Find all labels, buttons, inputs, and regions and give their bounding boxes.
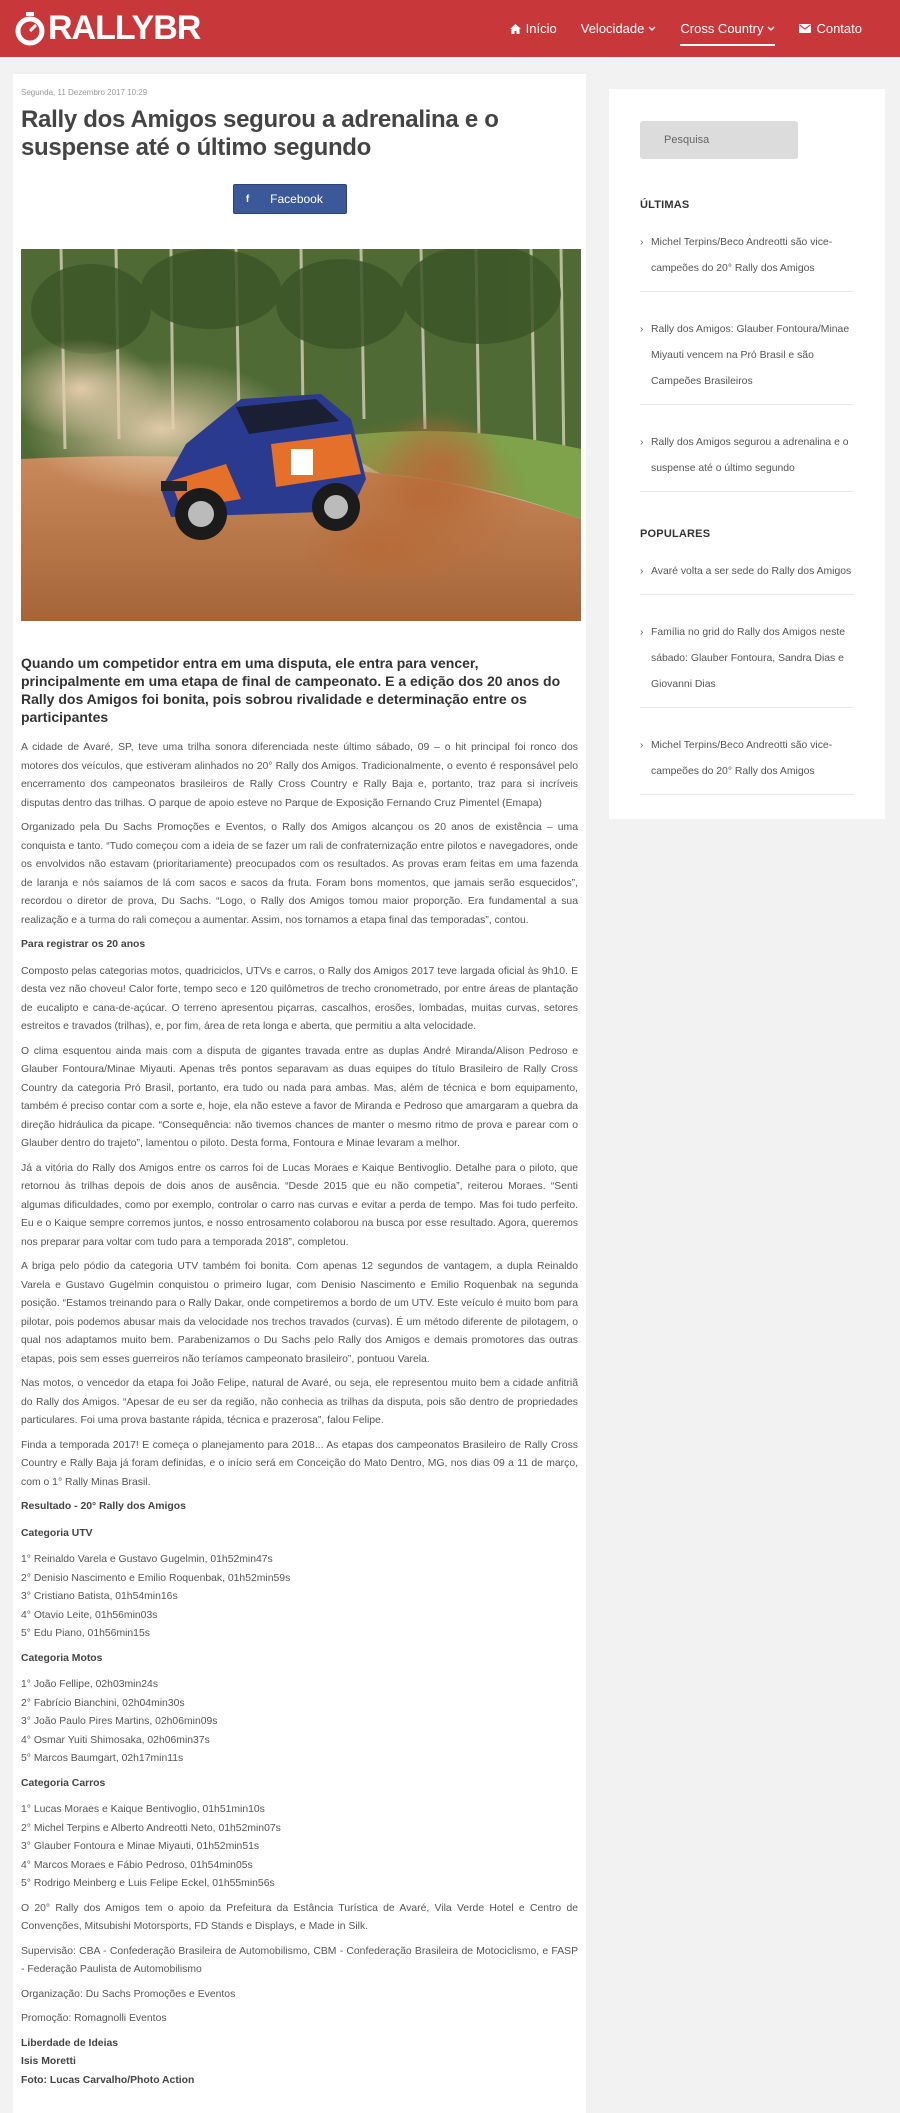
nav-cross-country-label: Cross Country bbox=[680, 21, 764, 36]
result-row: 5° Rodrigo Meinberg e Luis Felipe Eckel, 01h55min56s bbox=[21, 1878, 275, 1889]
share-bar bbox=[21, 184, 578, 216]
chevron-right-icon: › bbox=[640, 627, 644, 638]
result-row: 5° Marcos Baumgart, 02h17min11s bbox=[21, 1753, 184, 1764]
article-paragraph: Supervisão: CBA - Confederação Brasileira de Automobilismo, CBM - Confederação Brasileira de Motociclismo, e FASP - Federação Paulista de Automobilismo bbox=[21, 1945, 578, 1975]
article-paragraph: Organizado pela Du Sachs Promoções e Eventos, o Rally dos Amigos alcançou os 20 anos de existência – uma conquista e tanto. “Tudo começou com a ideia de se fazer um rali de confraternização entre pilotos e navegadores, onde os envolvidos não estavam (prioritariamente) preocupados com os resultados. As provas eram feitas em uma fazenda de laranja e nós saíamos de lá com sacos e sacos da fruta. Foram bons momentos, que jamais serão esquecidos”, recordou o diretor de prova, Du Sachs. “Logo, o Rally dos Amigos tomou maior proporção. Era fundamental a sua realização e a turma do rali começou a aumentar. Assim, nos tornamos a etapa final das temporadas”, contou. bbox=[21, 822, 578, 926]
article-paragraph: O clima esquentou ainda mais com a disputa de gigantes travada entre as duplas André Miranda/Alison Pedroso e Glauber Fontoura/Minae Miyauti. Apenas três pontos separavam as duas equipes do título Brasileiro de Rally Cross Country da categoria Pró Brasil, portanto, era tudo ou nada para ambas. Mas, além de técnica e bom equipamento, também é preciso contar com a sorte e, hoje, ela não esteve a favor de Miranda e Pedroso que amargaram a quebra da direção hidráulica da picape. “Consequência: não tivemos chances de manter o mesmo ritmo de prova e parear com o Glauber dentro do trajeto”, lamentou o piloto. Desta forma, Fontoura e Minae levaram a melhor. bbox=[21, 1045, 578, 1149]
facebook-share-button[interactable] bbox=[233, 184, 347, 214]
results-motos-list bbox=[21, 1676, 578, 1769]
result-row: 1° João Fellipe, 02h03min24s bbox=[21, 1679, 159, 1690]
article-paragraph: A cidade de Avaré, SP, teve uma trilha sonora diferenciada neste último sábado, 09 – o hit principal foi ronco dos motores dos veículos, que estiveram alinhados no 20° Rally dos Amigos. Tradicionalmente, o evento é responsável pelo encerramento dos campeonatos brasileiros de Rally Cross Country e Rally Baja e, portanto, traz para si incríveis disputas dentro das trilhas. O parque de apoio esteve no Parque de Exposição Fernando Cruz Pimentel (Emapa) bbox=[21, 742, 578, 809]
article-lead: Quando um competidor entra em uma disputa, ele entra para vencer, principalmente em uma etapa de final de campeonato. E a edição dos 20 anos do Rally dos Amigos foi bonita, pois sobrou rivalidade e determinação entre os participantes bbox=[21, 655, 561, 725]
result-row: 3° Glauber Fontoura e Minae Miyauti, 01h52min51s bbox=[21, 1841, 260, 1852]
nav-contato-label: Contato bbox=[816, 21, 862, 36]
category-carros-heading: Categoria Carros bbox=[21, 1777, 106, 1789]
nav-velocidade[interactable] bbox=[581, 0, 657, 57]
site-logo[interactable] bbox=[14, 7, 200, 49]
popular-item[interactable] bbox=[640, 726, 854, 795]
chevron-right-icon: › bbox=[640, 237, 644, 248]
article-body bbox=[21, 739, 578, 2090]
latest-item-link[interactable]: Michel Terpins/Beco Andreotti são vice-campeões do 20° Rally dos Amigos bbox=[651, 237, 833, 274]
nav-inicio-label: Início bbox=[525, 21, 557, 36]
latest-item[interactable] bbox=[640, 223, 854, 292]
article-paragraph: Já a vitória do Rally dos Amigos entre os carros foi de Lucas Moraes e Kaique Bentivoglio. Detalhe para o piloto, que retornou às trilhas depois de dois anos de ausência. “Desde 2015 que eu não competia”, reiterou Moraes. “Senti algumas dificuldades, como por exemplo, controlar o carro nas curvas e evitar a perda de tempo. Mas foi tudo perfeito. Eu e o Kaique sempre corremos juntos, e nosso entrosamento colaborou na busca por esse resultado. Agora, queremos nos preparar para voltar com tudo para a temporada 2018”, completou. bbox=[21, 1162, 578, 1248]
facebook-share-label: Facebook bbox=[270, 192, 323, 206]
article-paragraph: Composto pelas categorias motos, quadriciclos, UTVs e carros, o Rally dos Amigos 2017 teve largada oficial às 9h10. E desta vez não choveu! Calor forte, tempo seco e 120 quilômetros de trecho cronometrado, por entre áreas de plantação de eucalipto e cana-de-açúcar. O terreno apresentou piçarras, cascalhos, erosões, lombadas, muitas curvas, setores estreitos e travados (trilhas), e, por fim, área de reta longa e aberta, que permitiu a alta velocidade. bbox=[21, 965, 578, 1032]
popular-item-link[interactable]: Michel Terpins/Beco Andreotti são vice-campeões do 20° Rally dos Amigos bbox=[651, 740, 833, 777]
chevron-down-icon bbox=[767, 26, 775, 32]
latest-item-link[interactable]: Rally dos Amigos: Glauber Fontoura/Minae Miyauti vencem na Pró Brasil e são Campeões Brasileiros bbox=[651, 324, 850, 387]
article-paragraph: Promoção: Romagnolli Eventos bbox=[21, 2013, 167, 2024]
article-paragraph: Organização: Du Sachs Promoções e Eventos bbox=[21, 1988, 236, 2000]
article-paragraph: Nas motos, o vencedor da etapa foi João Felipe, natural de Avaré, ou seja, ele representou muito bem a cidade anfitriã do Rally dos Amigos. “Apesar de eu ser da região, não conhecia as trilhas da disputa, pois são dentro de propriedades particulares. Foi uma prova bastante rápida, técnica e prazerosa”, falou Felipe. bbox=[21, 1378, 578, 1426]
article-hero-image bbox=[21, 249, 581, 621]
post-title: Rally dos Amigos segurou a adrenalina e o suspense até o último segundo bbox=[21, 106, 499, 161]
credit-line: Isis Moretti bbox=[21, 2056, 76, 2067]
home-icon bbox=[510, 24, 521, 34]
results-heading: Resultado - 20° Rally dos Amigos bbox=[21, 1501, 186, 1512]
article-paragraph: A briga pelo pódio da categoria UTV também foi bonita. Com apenas 12 segundos de vantagem, a dupla Reinaldo Varela e Gustavo Gugelmin conquistou o primeiro lugar, com Denisio Nascimento e Emilio Roquenbak na segunda posição. “Estamos treinando para o Rally Dakar, onde competiremos a bordo de um UTV. Este veículo é muito bom para pilotar, pois podemos abusar mais da velocidade nos trechos travados (curvas). É um método diferente de pilotagem, o qual nos adaptamos muito bem. Parabenizamos o Du Sachs pelo Rally dos Amigos e demais promotores das outras etapas, pois sem esses guerreiros não teríamos campeonato brasileiro”, pontuou Varela. bbox=[21, 1261, 578, 1365]
popular-list bbox=[640, 552, 854, 795]
envelope-icon bbox=[799, 24, 811, 33]
chevron-right-icon: › bbox=[640, 324, 644, 335]
chevron-right-icon: › bbox=[640, 437, 644, 448]
nav-contato[interactable] bbox=[799, 0, 862, 57]
article-panel bbox=[13, 74, 586, 2113]
result-row: 3° João Paulo Pires Martins, 02h06min09s bbox=[21, 1716, 218, 1727]
article-paragraph: Finda a temporada 2017! E começa o planejamento para 2018... As etapas dos campeonatos Brasileiro de Rally Cross Country e Rally Baja já foram definidas, e o início será em Conceição do Mato Dentro, MG, nos dias 09 a 11 de março, com o 1° Rally Minas Brasil. bbox=[21, 1439, 578, 1488]
result-row: 4° Osmar Yuiti Shimosaka, 02h06min37s bbox=[21, 1734, 210, 1746]
result-row: 4° Otavio Leite, 01h56min03s bbox=[21, 1609, 158, 1621]
article-subheading: Para registrar os 20 anos bbox=[21, 939, 146, 950]
sidebar bbox=[609, 89, 885, 819]
chevron-right-icon: › bbox=[640, 566, 644, 577]
popular-item-link[interactable]: Família no grid do Rally dos Amigos neste sábado: Glauber Fontoura, Sandra Dias e Giovanni Dias bbox=[651, 627, 846, 690]
result-row: 1° Lucas Moraes e Kaique Bentivoglio, 01h51min10s bbox=[21, 1804, 265, 1815]
top-navbar bbox=[0, 0, 900, 57]
nav-inicio[interactable] bbox=[510, 0, 557, 57]
result-row: 4° Marcos Moraes e Fábio Pedroso, 01h54min05s bbox=[21, 1859, 253, 1871]
latest-item-link[interactable]: Rally dos Amigos segurou a adrenalina e o suspense até o último segundo bbox=[651, 437, 849, 474]
latest-list bbox=[640, 223, 854, 492]
result-row: 2° Fabrício Bianchini, 02h04min30s bbox=[21, 1697, 185, 1709]
credit-line: Liberdade de Ideias bbox=[21, 2037, 119, 2049]
result-row: 3° Cristiano Batista, 01h54min16s bbox=[21, 1591, 178, 1602]
latest-item[interactable] bbox=[640, 310, 854, 405]
popular-heading: POPULARES bbox=[640, 528, 711, 540]
search-input[interactable] bbox=[640, 121, 798, 159]
popular-item-link[interactable]: Avaré volta a ser sede do Rally dos Amigos bbox=[651, 566, 852, 577]
latest-item[interactable] bbox=[640, 423, 854, 492]
results-carros-list bbox=[21, 1801, 578, 1894]
main-nav bbox=[486, 0, 862, 57]
nav-velocidade-label: Velocidade bbox=[580, 21, 645, 36]
result-row: 1° Reinaldo Varela e Gustavo Gugelmin, 01h52min47s bbox=[21, 1554, 273, 1565]
popular-item[interactable] bbox=[640, 613, 854, 708]
chevron-down-icon bbox=[648, 26, 656, 32]
facebook-icon: f bbox=[245, 193, 250, 205]
nav-cross-country[interactable] bbox=[680, 0, 775, 57]
popular-item[interactable] bbox=[640, 552, 854, 595]
results-utv-list bbox=[21, 1551, 578, 1644]
result-row: 2° Michel Terpins e Alberto Andreotti Neto, 01h52min07s bbox=[21, 1822, 281, 1834]
chevron-right-icon: › bbox=[640, 740, 644, 751]
category-utv-heading: Categoria UTV bbox=[21, 1527, 93, 1539]
brand-name: RALLYBR bbox=[48, 9, 201, 47]
credit-line: Foto: Lucas Carvalho/Photo Action bbox=[21, 2074, 195, 2086]
article-paragraph: O 20° Rally dos Amigos tem o apoio da Prefeitura da Estância Turística de Avaré, Vila Verde Hotel e Centro de Convenções, Mitsubishi Motorsports, FD Stands e Displays, e Made in Silk. bbox=[21, 1902, 578, 1932]
latest-heading: ÚLTIMAS bbox=[640, 199, 690, 211]
result-row: 2° Denisio Nascimento e Emilio Roquenbak, 01h52min59s bbox=[21, 1572, 291, 1584]
result-row: 5° Edu Piano, 01h56min15s bbox=[21, 1628, 150, 1639]
category-motos-heading: Categoria Motos bbox=[21, 1652, 103, 1664]
stopwatch-icon bbox=[14, 12, 46, 44]
post-date: Segunda, 11 Dezembro 2017 10:29 bbox=[21, 88, 148, 97]
